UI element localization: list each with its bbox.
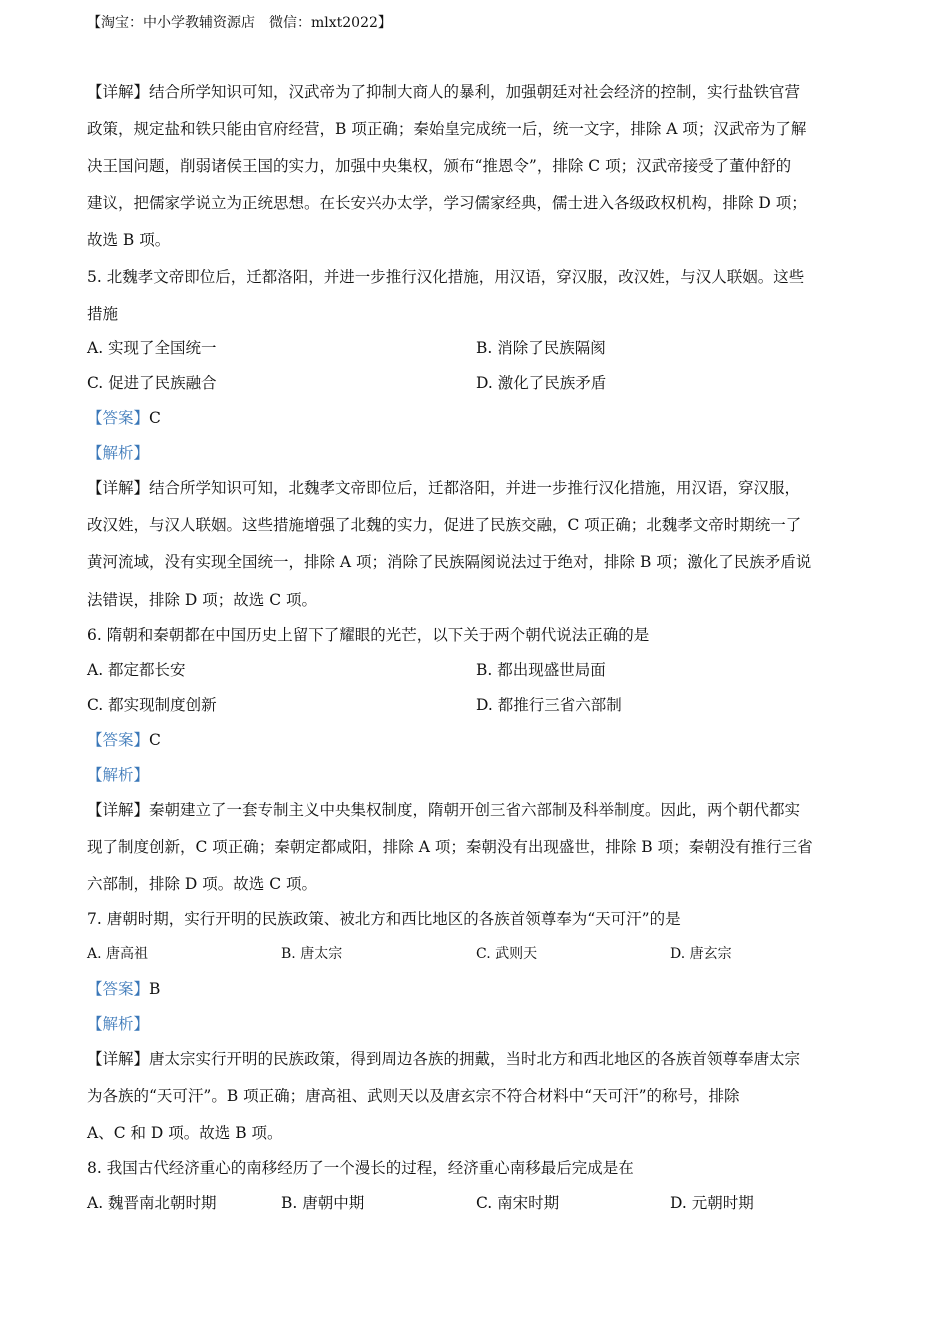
q5-answer: [87, 407, 867, 429]
q7-answer: [87, 978, 867, 1000]
q7-detail-line: 【详解】唐太宗实行开明的民族政策，得到周边各族的拥戴，当时北方和西北地区的各族首领尊奉唐太宗: [87, 1050, 801, 1068]
q4-detail-line: 决王国问题，削弱诸侯王国的实力，加强中央集权，颁布“推恩令”，排除 C 项；汉武帝接受了董仲舒的: [87, 157, 792, 175]
q8-option-b: B. 唐朝中期: [281, 1194, 365, 1212]
q8-option-c: C. 南宋时期: [476, 1194, 560, 1212]
q5-stem: 措施: [87, 305, 119, 323]
q5-option-c: C. 促进了民族融合: [87, 374, 217, 392]
answer-value: C: [149, 731, 161, 749]
q5-option-b: B. 消除了民族隔阂: [476, 339, 606, 357]
q6-detail-line: 现了制度创新，C 项正确；秦朝定都咸阳，排除 A 项；秦朝没有出现盛世，排除 B 项；秦朝没有推行三省: [87, 838, 813, 856]
q5-detail-line: 法错误，排除 D 项；故选 C 项。: [87, 591, 317, 609]
q6-analysis-label: 【解析】: [87, 766, 150, 784]
answer-value: C: [149, 409, 161, 427]
q8-stem: 8. 我国古代经济重心的南移经历了一个漫长的过程，经济重心南移最后完成是在: [87, 1159, 634, 1177]
q7-detail-line: A、C 和 D 项。故选 B 项。: [87, 1124, 283, 1142]
q4-detail-line: 【详解】结合所学知识可知，汉武帝为了抑制大商人的暴利，加强朝廷对社会经济的控制，实行盐铁官营: [87, 83, 801, 101]
q6-options-row: [87, 694, 867, 716]
q5-option-d: D. 激化了民族矛盾: [476, 374, 607, 392]
q5-stem: 5. 北魏孝文帝即位后，迁都洛阳，并进一步推行汉化措施，用汉语，穿汉服，改汉姓，与汉人联姻。这些: [87, 268, 805, 286]
answer-label: 【答案】: [87, 980, 150, 998]
answer-label: 【答案】: [87, 409, 150, 427]
q4-detail-line: 政策，规定盐和铁只能由官府经营，B 项正确；秦始皇完成统一后，统一文字，排除 A 项；汉武帝为了解: [87, 120, 807, 138]
q6-option-c: C. 都实现制度创新: [87, 696, 217, 714]
q6-option-a: A. 都定都长安: [87, 661, 186, 679]
q6-options-row: [87, 659, 867, 681]
q5-analysis-label: 【解析】: [87, 444, 150, 462]
q5-options-row: [87, 337, 867, 359]
q4-detail-line: 建议，把儒家学说立为正统思想。在长安兴办太学，学习儒家经典，儒士进入各级政权机构，排除 D 项；: [87, 194, 807, 212]
q7-option-d: D. 唐玄宗: [670, 946, 732, 962]
q6-detail-line: 【详解】秦朝建立了一套专制主义中央集权制度，隋朝开创三省六部制及科举制度。因此，两个朝代都实: [87, 801, 801, 819]
q7-option-c: C. 武则天: [476, 946, 538, 962]
q7-option-b: B. 唐太宗: [281, 946, 343, 962]
q6-answer: [87, 729, 867, 751]
q7-option-a: A. 唐高祖: [87, 946, 149, 962]
answer-label: 【答案】: [87, 731, 150, 749]
q7-analysis-label: 【解析】: [87, 1015, 150, 1033]
q7-stem: 7. 唐朝时期，实行开明的民族政策、被北方和西比地区的各族首领尊奉为“天可汗”的是: [87, 910, 681, 928]
q5-detail-line: 黄河流域，没有实现全国统一，排除 A 项；消除了民族隔阂说法过于绝对，排除 B 项；激化了民族矛盾说: [87, 553, 812, 571]
answer-value: B: [149, 980, 161, 998]
q5-option-a: A. 实现了全国统一: [87, 339, 217, 357]
q6-option-b: B. 都出现盛世局面: [476, 661, 606, 679]
q8-option-a: A. 魏晋南北朝时期: [87, 1194, 217, 1212]
q7-detail-line: 为各族的“天可汗”。B 项正确；唐高祖、武则天以及唐玄宗不符合材料中“天可汗”的称号，排除: [87, 1087, 740, 1105]
q6-option-d: D. 都推行三省六部制: [476, 696, 622, 714]
q6-detail-line: 六部制，排除 D 项。故选 C 项。: [87, 875, 317, 893]
q8-option-d: D. 元朝时期: [670, 1194, 754, 1212]
q5-options-row: [87, 372, 867, 394]
q4-detail-line: 故选 B 项。: [87, 231, 171, 249]
page-header: 【淘宝：中小学教辅资源店 微信：mlxt2022】: [87, 15, 392, 31]
q5-detail-line: 改汉姓，与汉人联姻。这些措施增强了北魏的实力，促进了民族交融，C 项正确；北魏孝文帝时期统一了: [87, 516, 802, 534]
q5-detail-line: 【详解】结合所学知识可知，北魏孝文帝即位后，迁都洛阳，并进一步推行汉化措施，用汉语，穿汉服，: [87, 479, 801, 497]
q6-stem: 6. 隋朝和秦朝都在中国历史上留下了耀眼的光芒，以下关于两个朝代说法正确的是: [87, 626, 650, 644]
